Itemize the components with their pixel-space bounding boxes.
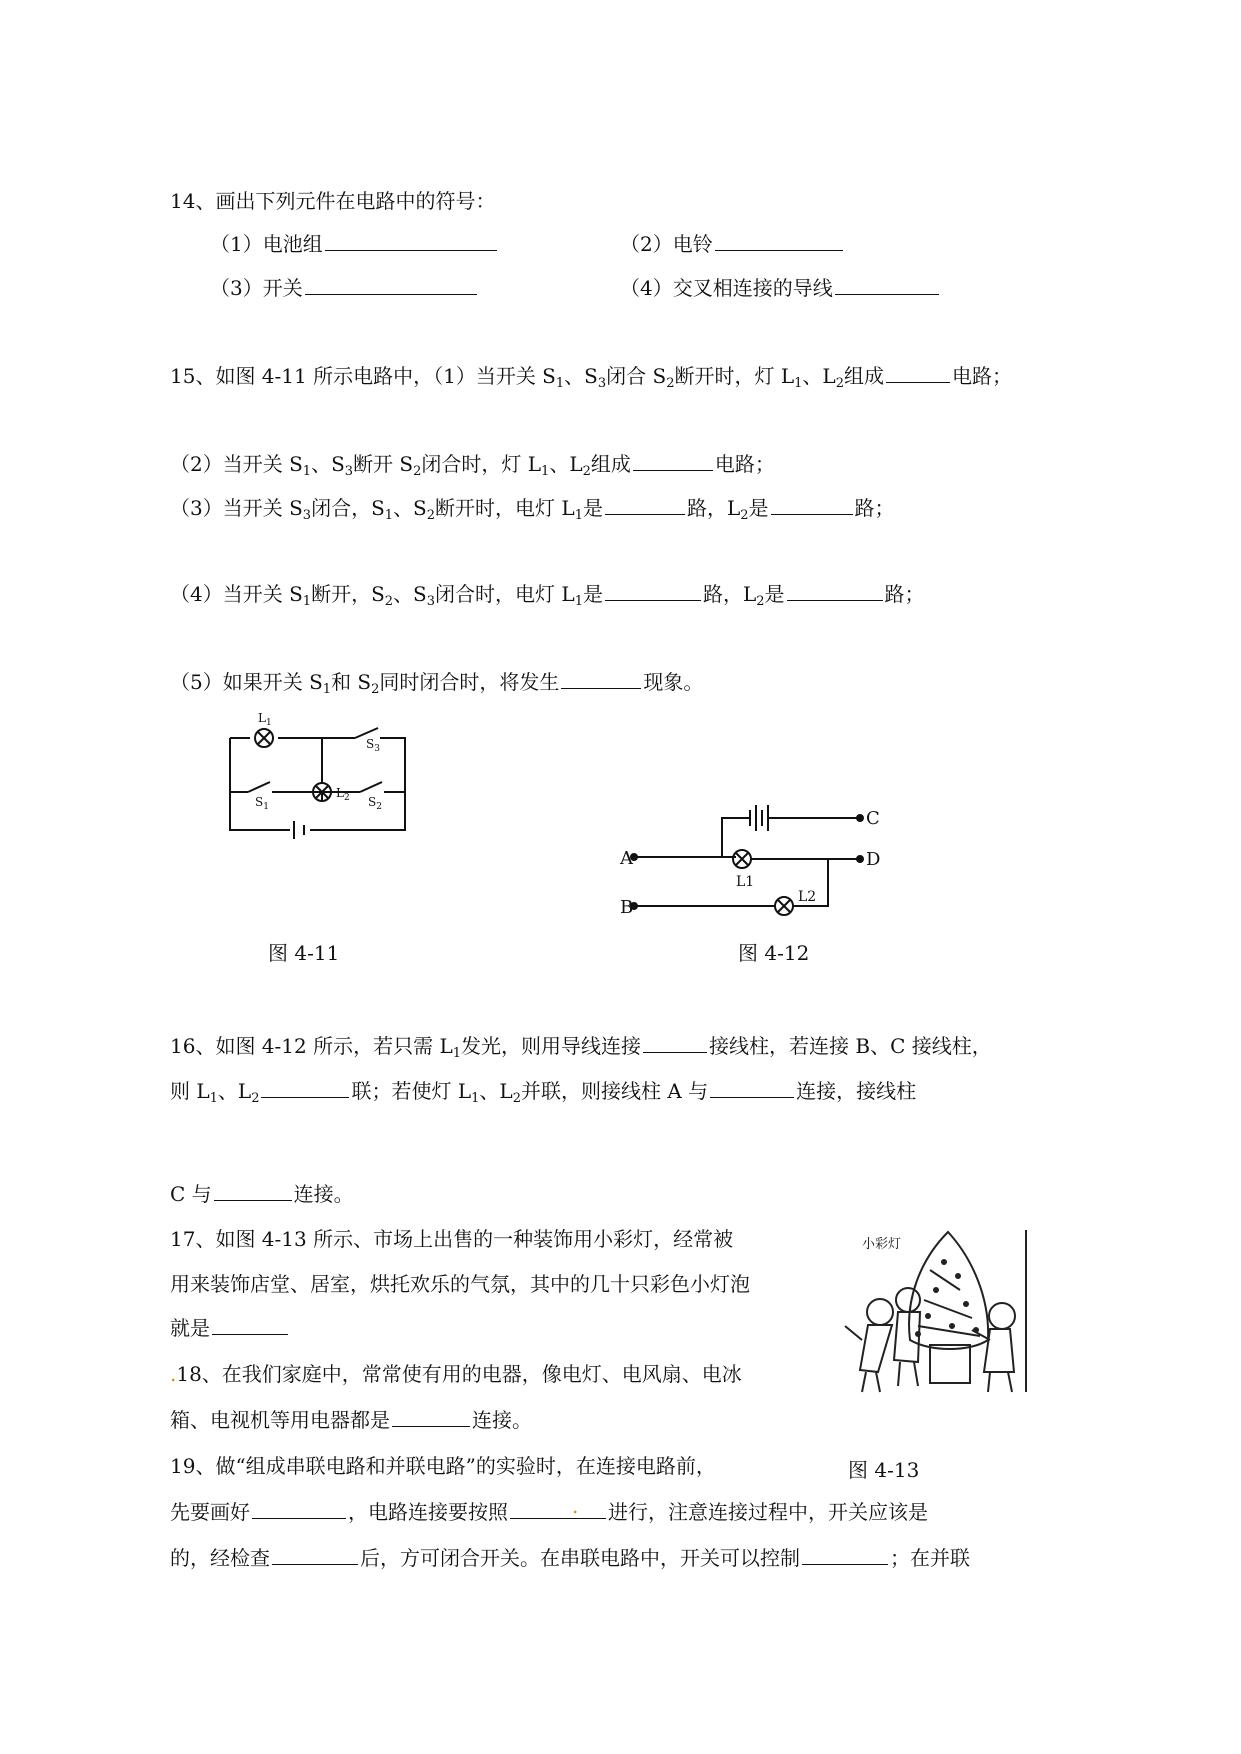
q15-intro: 15、如图 4-11 所示电路中，（1）当开关 $S_1$、$S_3$闭合 $S_2$断开时，灯 $L_1$、$L_2$组成 电路； <box>170 364 1012 391</box>
figure-caption-4-12: 图 4-12 <box>738 941 810 965</box>
q17-line-3: 就是 <box>170 1314 290 1342</box>
q14-title: 14、画出下列元件在电路中的符号： <box>170 189 496 213</box>
q16-line-2: 则 $L_1$、$L_2$ 联；若使灯 $L_1$、$L_2$并联，则接线柱 A 与 连接，接线柱 <box>170 1079 917 1106</box>
answer-blank[interactable] <box>510 1494 606 1519</box>
figure-caption-4-11: 图 4-11 <box>268 941 340 965</box>
q19-line-3: 的，经检查 后，方可闭合开关。在串联电路中，开关可以控制 ；在并联 <box>170 1546 970 1570</box>
answer-blank[interactable] <box>392 1406 470 1427</box>
label-s3: $S_3$ <box>366 737 380 754</box>
q19-line-1: 19、做“组成串联电路和并联电路”的实验时，在连接电路前， <box>170 1454 716 1478</box>
terminal-d: D <box>866 849 881 870</box>
q15-part-3: （3）当开关 $S_3$闭合，$S_1$、$S_2$断开时，电灯 $L_1$是 路，$L_2$是 路； <box>170 496 895 523</box>
label-l2: L2 <box>798 889 817 905</box>
q18-line-1: .18、在我们家庭中，常常使有用的电器，像电灯、电风扇、电冰 <box>170 1362 742 1386</box>
terminal-c: C <box>866 808 880 829</box>
q14-item-1: （1）电池组 <box>210 230 499 258</box>
q14-item-2: （2）电铃 <box>620 230 845 258</box>
q14-item-4: （4）交叉相连接的导线 <box>620 274 941 302</box>
label-s2: $S_2$ <box>368 795 382 812</box>
illustration-label: 小彩灯 <box>862 1237 902 1252</box>
label-s1: $S_1$ <box>255 795 269 812</box>
q15-part-5: （5）如果开关 $S_1$和 $S_2$同时闭合时，将发生 现象。 <box>170 670 704 697</box>
q16-line-3: C 与 连接。 <box>170 1182 354 1206</box>
q15-part-2: （2）当开关 $S_1$、$S_3$断开 $S_2$闭合时，灯 $L_1$、$L_2$组成 电路； <box>170 452 775 479</box>
q18-line-2: 箱、电视机等用电器都是 连接。 <box>170 1408 532 1432</box>
answer-blank[interactable] <box>802 1544 888 1565</box>
q16-line-1: 16、如图 4-12 所示，若只需 $L_1$发光，则用导线连接 接线柱，若连接 B、C 接线柱， <box>170 1034 992 1061</box>
label-l1: $L_1$ <box>258 711 272 728</box>
label-l2: $L_2$ <box>336 786 350 803</box>
answer-blank[interactable] <box>272 1544 358 1565</box>
figure-caption-4-13: 图 4-13 <box>848 1458 920 1482</box>
label-l1: L1 <box>736 874 755 890</box>
stray-mark: . <box>572 1494 579 1518</box>
stray-mark: . <box>170 1362 177 1386</box>
q17-line-1: 17、如图 4-13 所示、市场上出售的一种装饰用小彩灯，经常被 <box>170 1227 734 1251</box>
answer-blank[interactable] <box>252 1498 346 1519</box>
q19-line-2: 先要画好 ，电路连接要按照 . 进行，注意连接过程中，开关应该是 <box>170 1494 928 1524</box>
terminal-b: B <box>620 897 634 918</box>
q15-part-4: （4）当开关 $S_1$断开，$S_2$、$S_3$闭合时，电灯 $L_1$是 路，$L_2$是 路； <box>170 582 925 609</box>
terminal-a: A <box>620 848 633 869</box>
q14-item-3: （3）开关 <box>210 274 479 302</box>
q17-line-2: 用来装饰店堂、居室，烘托欢乐的气氛，其中的几十只彩色小灯泡 <box>170 1272 750 1296</box>
